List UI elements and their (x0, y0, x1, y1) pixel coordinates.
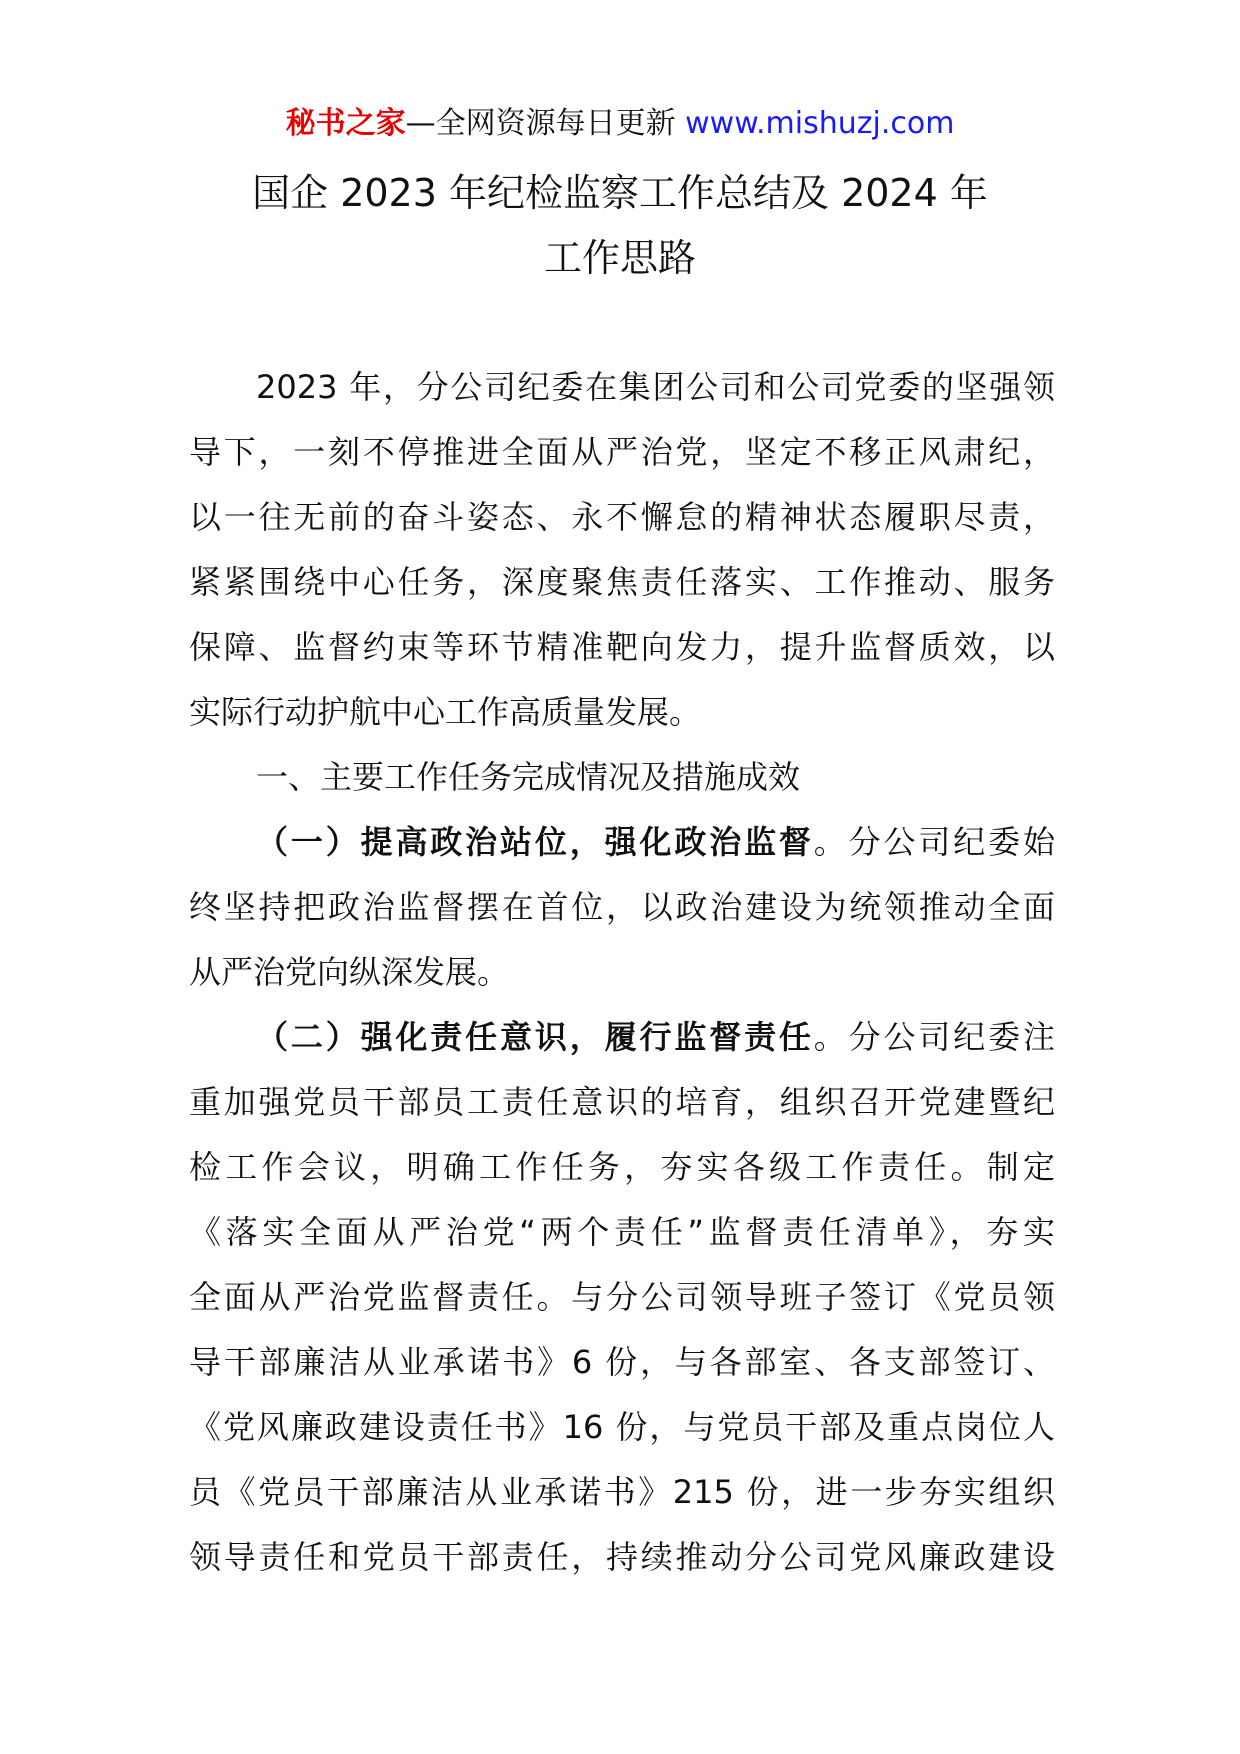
paragraph-line: 员《党员干部廉洁从业承诺书》215 份，进一步夯实组织 (189, 1473, 1055, 1511)
paragraph-line: 《落实全面从严治党“两个责任”监督责任清单》，夯实 (189, 1213, 1055, 1251)
paragraph-line: 终坚持把政治监督摆在首位，以政治建设为统领推动全面 (189, 888, 1055, 926)
subsection-heading-line (189, 1005, 1055, 1070)
paragraph-line: 从严治党向纵深发展。 (189, 953, 510, 991)
subsection-title: （二）强化责任意识，履行监督责任 (256, 1018, 814, 1056)
paragraph-line: 领导责任和党员干部责任，持续推动分公司党风廉政建设 (189, 1538, 1055, 1576)
title-line-2: 工作思路 (543, 236, 696, 280)
paragraph-line: 重加强党员干部员工责任意识的培育，组织召开党建暨纪 (189, 1083, 1055, 1121)
paragraph-text: 。分公司纪委始 (813, 823, 1055, 861)
paragraph-line: 检工作会议，明确工作任务，夯实各级工作责任。制定 (189, 1148, 1055, 1186)
paragraph-line: 实际行动护航中心工作高质量发展。 (189, 693, 702, 731)
paragraph-line: 《党风廉政建设责任书》16 份，与党员干部及重点岗位人 (189, 1408, 1055, 1446)
paragraph-line: 导干部廉洁从业承诺书》6 份，与各部室、各支部签订、 (189, 1343, 1055, 1381)
document-title (0, 161, 1240, 291)
section-heading: 一、主要工作任务完成情况及措施成效 (256, 758, 801, 796)
paragraph-line: 保障、监督约束等环节精准靶向发力，提升监督质效，以 (189, 628, 1055, 666)
subsection-title: （一）提高政治站位，强化政治监督 (256, 823, 814, 861)
site-header (0, 104, 1240, 144)
paragraph-line: 以一往无前的奋斗姿态、永不懈怠的精神状态履职尽责， (189, 498, 1055, 536)
paragraph-line: 紧紧围绕中心任务，深度聚焦责任落实、工作推动、服务 (189, 563, 1055, 601)
subsection-heading-line (189, 810, 1055, 875)
site-url-link[interactable]: www.mishuzj.com (685, 106, 955, 141)
title-line-1: 国企 2023 年纪检监察工作总结及 2024 年 (252, 171, 988, 215)
header-tagline: —全网资源每日更新 (405, 106, 686, 141)
brand-name: 秘书之家 (285, 106, 406, 141)
paragraph-line: 全面从严治党监督责任。与分公司领导班子签订《党员领 (189, 1278, 1055, 1316)
paragraph-text: 。分公司纪委注 (813, 1018, 1055, 1056)
paragraph-line: 2023 年，分公司纪委在集团公司和公司党委的坚强领 (256, 368, 1055, 406)
document-body (189, 355, 1055, 1590)
paragraph-line: 导下，一刻不停推进全面从严治党，坚定不移正风肃纪， (189, 433, 1055, 471)
